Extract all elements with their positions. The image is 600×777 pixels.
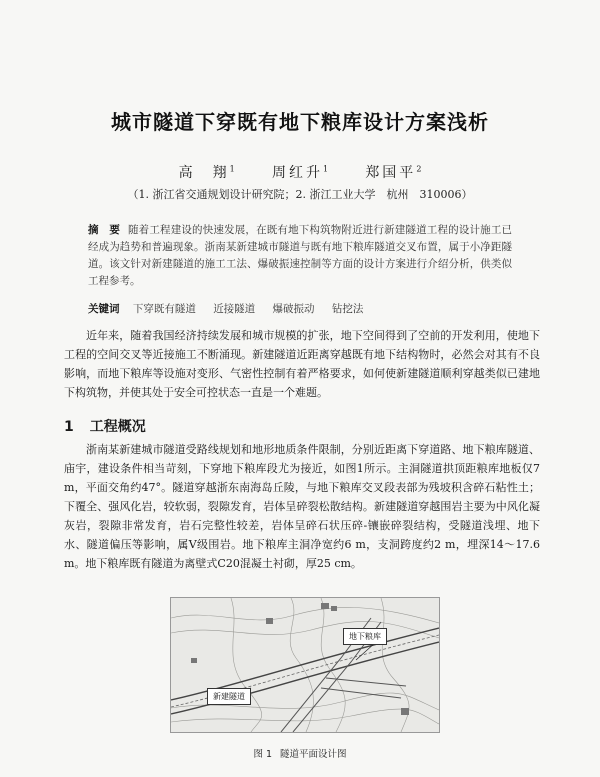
intro-paragraph: 近年来，随着我国经济持续发展和城市规模的扩张，地下空间得到了空前的开发利用，使地下工程的空间交叉等近接施工不断涌现。新建隧道近距离穿越既有地下结构物时，必然会对其有不良影响，而地下粮库等设施对变形、气密性控制有着严格要求，如何使新建隧道顺利穿越类似已建地下构筑物，并使其处于安全可控状态一直是一个难题。 [64,329,540,399]
granary-label: 地下粮库 [343,628,387,645]
author-2: 周红升$^1$ [271,164,329,181]
section-heading [64,416,540,436]
section-title: 工程概况 [89,419,146,435]
abstract [88,222,512,290]
author-list [0,162,600,182]
author-3: 郑国平$^2$ [365,164,422,181]
keywords [88,301,512,316]
plan-drawing [171,598,439,732]
keyword: 爆破振动 [272,303,315,315]
new-tunnel-label: 新建隧道 [207,688,251,705]
section-number: 1 [64,419,74,435]
keyword: 下穿既有隧道 [132,303,196,315]
section-body: 浙南某新建城市隧道受路线规划和地形地质条件限制，分别近距离下穿道路、地下粮库隧道、庙宇，建设条件相当苛刻，下穿地下粮库段尤为接近，如图1所示。主洞隧道拱顶距粮库地板仅7 m，平面交角约47°。隧道穿越浙东南海岛丘陵，与地下粮库交叉段表部为残坡积含碎石粘性土；下覆全、强风化岩，较软弱，裂隙发育，岩体呈碎裂松散结构。新建隧道穿越围岩主要为中风化凝灰岩，裂隙非常发育，岩石完整性较差，岩体呈碎石状压碎-镶嵌碎裂结构，受隧道浅埋、地下水、隧道偏压等影响，属Ⅴ级围岩。地下粮库主洞净宽约6 m，支洞跨度约2 m，埋深14～17.6 m。地下粮库既有隧道为离壁式C20混凝土衬砌，厚25 cm。 [64,443,540,570]
tunnel-plan-figure [170,597,440,733]
paper-title: 城市隧道下穿既有地下粮库设计方案浅析 [111,110,489,134]
keywords-label: 关键词 [88,303,120,315]
figure-caption [0,746,600,760]
keyword: 钻挖法 [331,303,364,315]
caption-text: 隧道平面设计图 [280,749,347,760]
abstract-label: 摘 要 [88,224,121,236]
author-1: 高 翔$^1$ [178,164,235,181]
abstract-text: 随着工程建设的快速发展，在既有地下构筑物附近进行新建隧道工程的设计施工已经成为趋势和普遍现象。浙南某新建城市隧道与既有地下粮库隧道交叉布置，属于小净距隧道。该文针对新建隧道的施工工法、爆破振速控制等方面的设计方案进行介绍分析，供类似工程参考。 [88,224,513,287]
affiliation: （1. 浙江省交通规划设计研究院；2. 浙江工业大学 杭州 310006） [127,188,473,201]
keyword: 近接隧道 [213,303,256,315]
caption-number: 图 1 [253,749,273,760]
